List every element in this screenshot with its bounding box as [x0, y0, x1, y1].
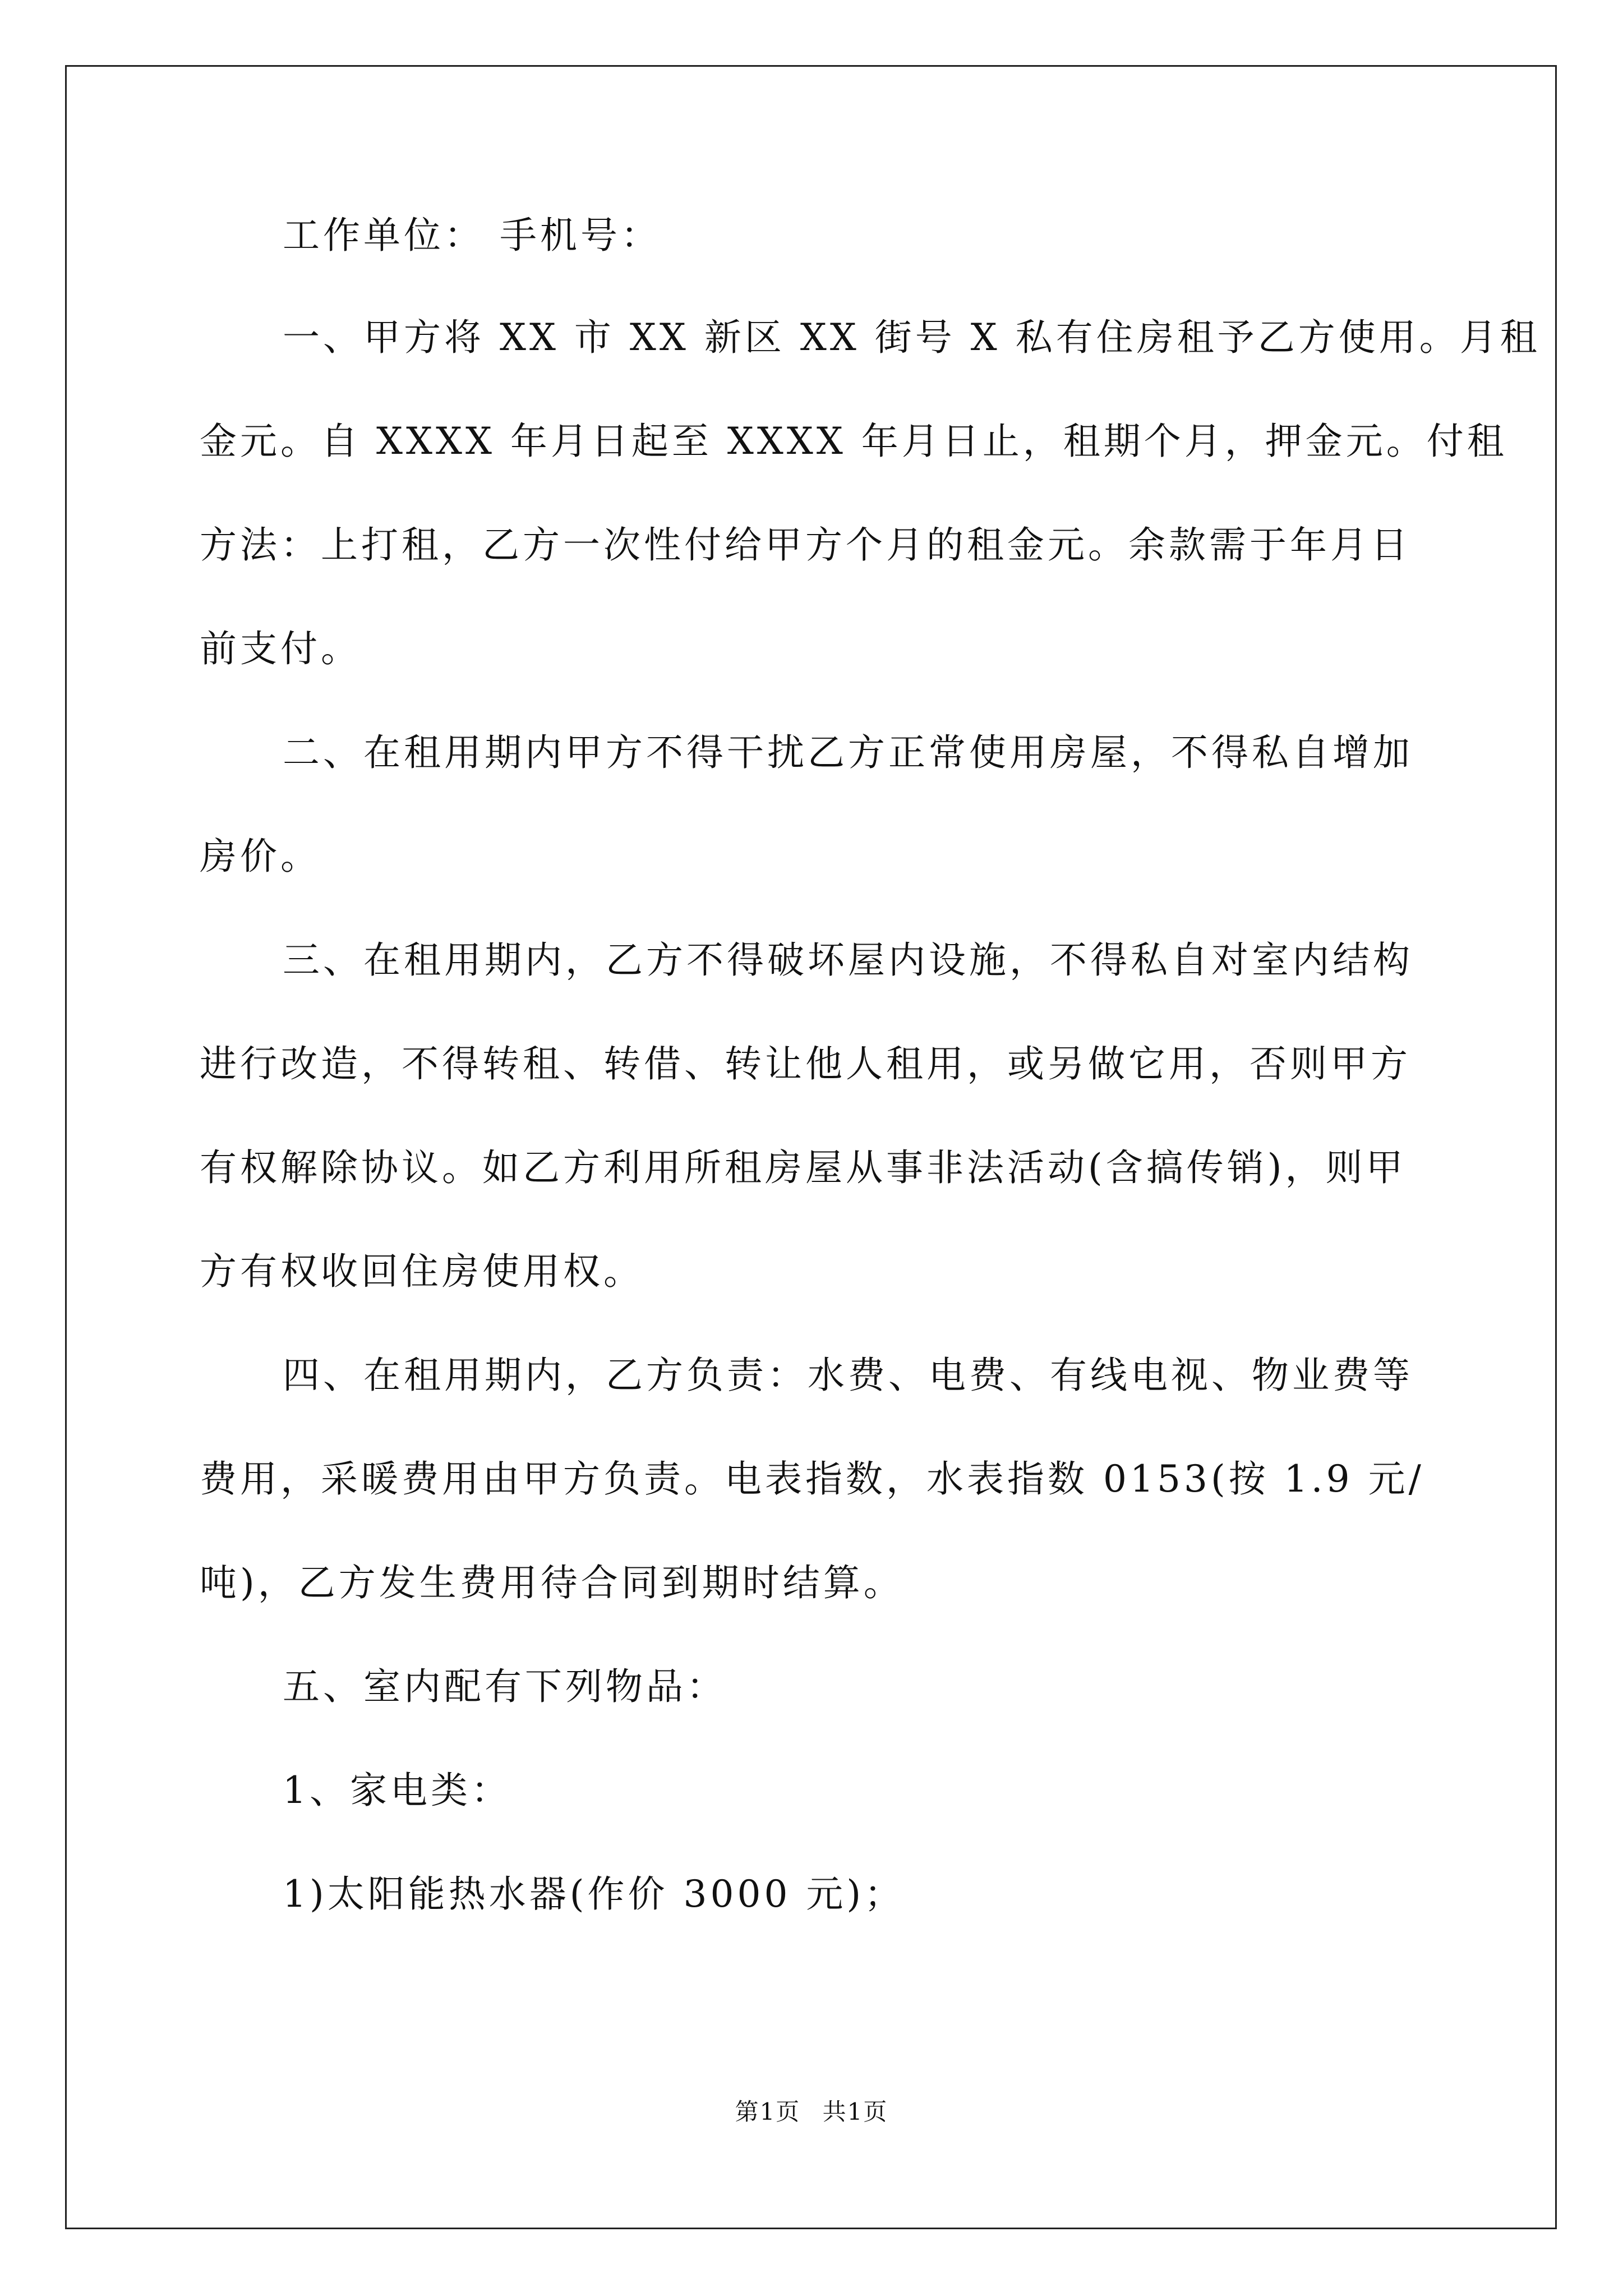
clause-1-line-2: 金元。自 XXXX 年月日起至 XXXX 年月日止，租期个月，押金元。付租: [200, 420, 1507, 463]
appliance-category: 1、家电类：: [283, 1769, 511, 1812]
contact-line: 工作单位： 手机号：: [283, 214, 661, 257]
clause-4-line-2: 费用，采暖费用由甲方负责。电表指数，水表指数 0153(按 1.9 元/: [200, 1457, 1424, 1501]
clause-3-line-1: 三、在租用期内，乙方不得破坏屋内设施，不得私自对室内结构: [283, 938, 1413, 982]
page-number: 第1页: [735, 2098, 801, 2125]
clause-5-heading: 五、室内配有下列物品：: [283, 1665, 727, 1708]
clause-3-line-4: 方有权收回住房使用权。: [200, 1250, 644, 1293]
clause-4-line-1: 四、在租用期内，乙方负责：水费、电费、有线电视、物业费等: [283, 1354, 1413, 1397]
clause-3-line-3: 有权解除协议。如乙方利用所租房屋从事非法活动(含搞传销)，则甲: [200, 1146, 1407, 1189]
clause-2-line-1: 二、在租用期内甲方不得干扰乙方正常使用房屋，不得私自增加: [283, 731, 1413, 774]
clause-3-line-2: 进行改造，不得转租、转借、转让他人租用，或另做它用，否则甲方: [200, 1042, 1411, 1085]
appliance-item-1: 1)太阳能热水器(作价 3000 元)；: [283, 1872, 905, 1916]
clause-4-line-3: 吨)，乙方发生费用待合同到期时结算。: [200, 1561, 904, 1604]
page-footer: [0, 2095, 1623, 2129]
clause-1-line-1: 一、甲方将 XX 市 XX 新区 XX 街号 X 私有住房租予乙方使用。月租: [283, 316, 1541, 359]
clause-2-line-2: 房价。: [200, 835, 321, 878]
clause-1-line-3: 方法：上打租，乙方一次性付给甲方个月的租金元。余款需于年月日: [200, 523, 1411, 567]
page-total: 共1页: [822, 2098, 888, 2125]
clause-1-line-4: 前支付。: [200, 627, 361, 670]
